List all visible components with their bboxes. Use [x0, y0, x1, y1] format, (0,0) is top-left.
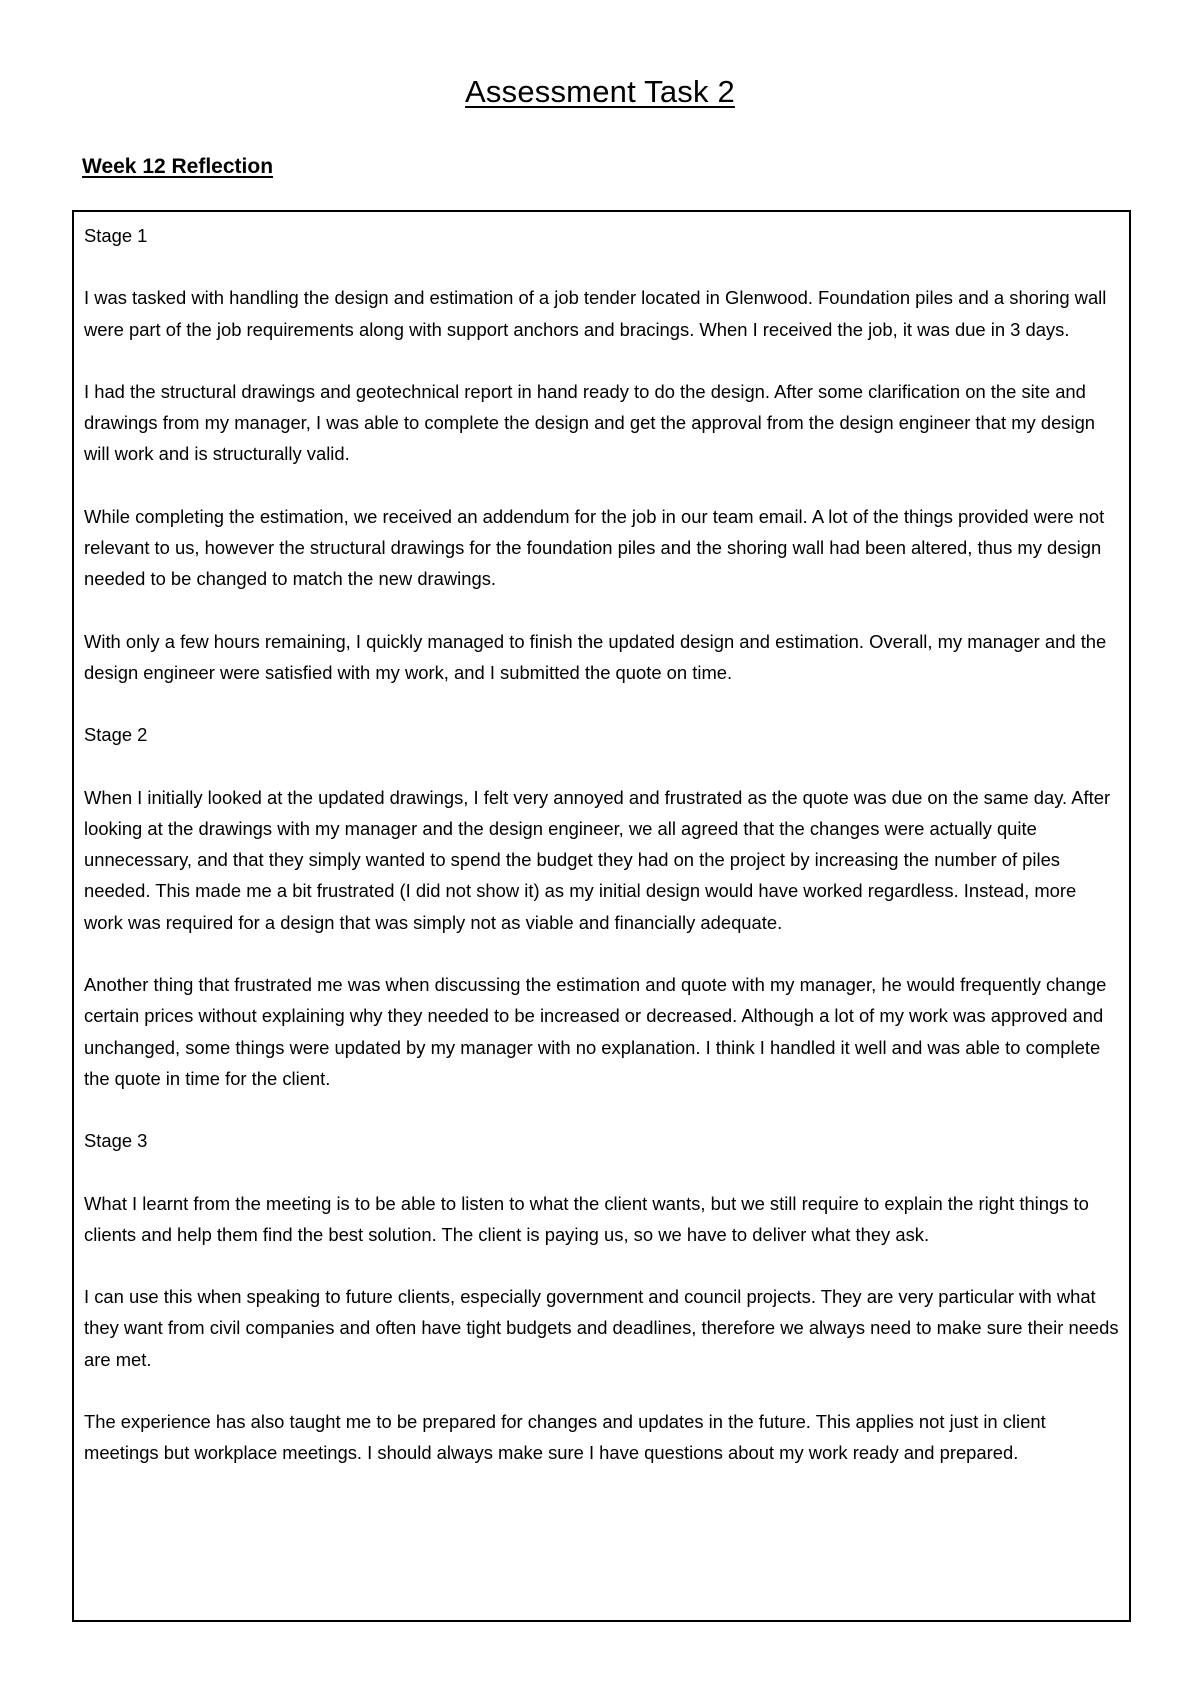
- paragraph: Another thing that frustrated me was when discussing the estimation and quote with my manager, he would frequently change certain prices without explaining why they needed to be increased or decreased. Although a lot of my work was approved and unchanged, some things were updated by my manager with no explanation. I think I handled it well and was able to complete the quote in time for the client.: [84, 974, 1107, 1089]
- section-subtitle: Week 12 Reflection: [82, 155, 274, 178]
- paragraph: While completing the estimation, we received an addendum for the job in our team email. A lot of the things provided were not relevant to us, however the structural drawings for the foundation piles and the shoring wall had been altered, thus my design needed to be changed to match the new drawings.: [84, 505, 1105, 590]
- paragraph: When I initially looked at the updated drawings, I felt very annoyed and frustrated as the quote was due on the same day. After looking at the drawings with my manager and the design engineer, we all agreed that the changes were actually quite unnecessary, and that they simply wanted to spend the budget they had on the project by increasing the number of piles needed. This made me a bit frustrated (I did not show it) as my initial design would have worked regardless. Instead, more work was required for a design that was simply not as viable and financially adequate.: [84, 786, 1111, 933]
- document-title: Assessment Task 2: [465, 74, 735, 109]
- paragraph: With only a few hours remaining, I quickly managed to finish the updated design and estimation. Overall, my manager and the design engineer were satisfied with my work, and I submitted the quote on time.: [84, 630, 1107, 683]
- paragraph: I had the structural drawings and geotechnical report in hand ready to do the design. After some clarification on the site and drawings from my manager, I was able to complete the design and get the approval from the design engineer that my design will work and is structurally valid.: [84, 380, 1096, 465]
- stage-heading: Stage 2: [84, 724, 148, 746]
- paragraph: What I learnt from the meeting is to be able to listen to what the client wants, but we still require to explain the right things to clients and help them find the best solution. The client is paying us, so we have to deliver what they ask.: [84, 1192, 1089, 1245]
- stage-heading: Stage 3: [84, 1130, 148, 1152]
- reflection-box: [72, 210, 1131, 1622]
- paragraph: The experience has also taught me to be prepared for changes and updates in the future. This applies not just in client meetings but workplace meetings. I should always make sure I have questions about my work ready and prepared.: [84, 1411, 1046, 1464]
- paragraph: I was tasked with handling the design and estimation of a job tender located in Glenwood. Foundation piles and a shoring wall were part of the job requirements along with support anchors and bracings. When I received the job, it was due in 3 days.: [84, 287, 1107, 340]
- stage-heading: Stage 1: [84, 225, 148, 246]
- paragraph: I can use this when speaking to future clients, especially government and council projects. They are very particular with what they want from civil companies and often have tight budgets and deadlines, therefore we always need to make sure their needs are met.: [84, 1286, 1119, 1370]
